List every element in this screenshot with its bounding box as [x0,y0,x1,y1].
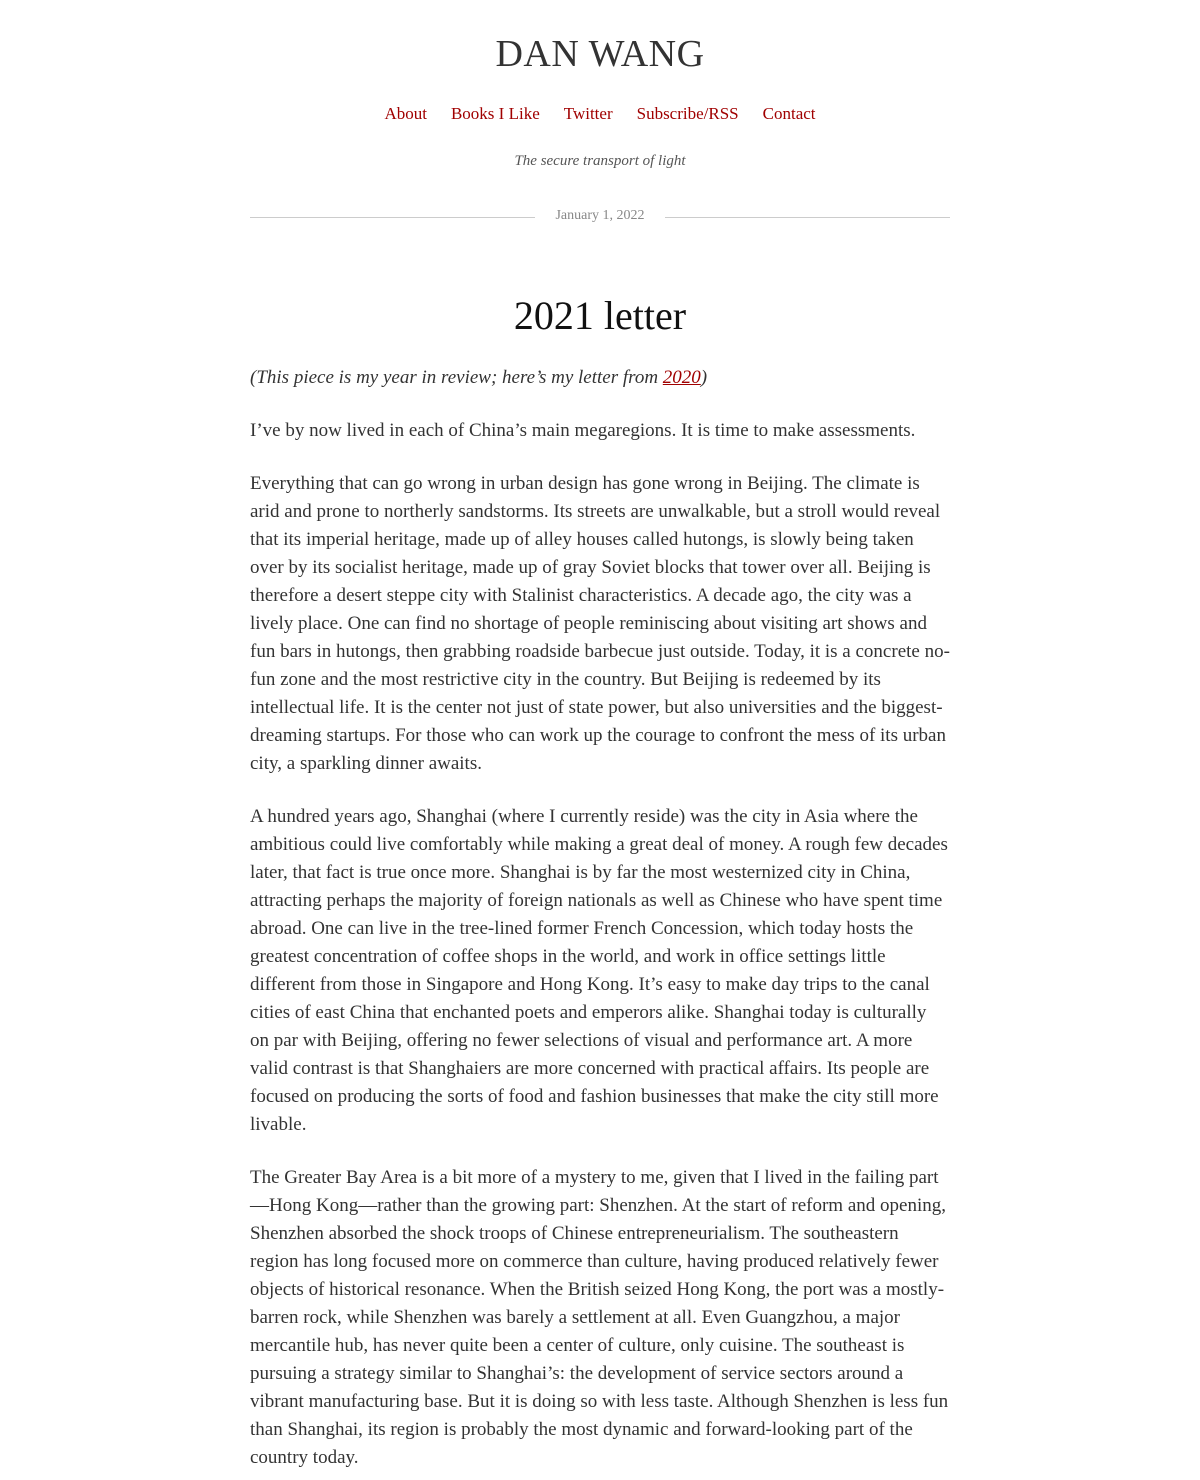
post-title: 2021 letter [513,293,687,338]
date-rule-right [665,217,950,218]
site-tagline: The secure transport of light [514,153,686,169]
nav-twitter[interactable]: Twitter [563,104,613,123]
nav-contact[interactable]: Contact [762,104,816,123]
site-header [250,0,950,170]
post-date-row [250,208,950,224]
letter-2020-link[interactable]: 2020 [662,367,701,388]
paragraph-megaregions: I’ve by now lived in each of China’s main megaregions. It is time to make assessments. [250,420,916,441]
post-date: January 1, 2022 [555,208,645,223]
page [250,0,950,1472]
paragraph-beijing: Everything that can go wrong in urban design has gone wrong in Beijing. The climate is arid and prone to northerly sandstorms. Its streets are unwalkable, but a stroll would reveal that its imperial heritage, made up of alley houses called hutongs, is slowly being taken over by its socialist heritage, made up of gray Soviet blocks that tower over all. Beijing is therefore a desert steppe city with Stalinist characteristics. A decade ago, the city was a lively place. One can find no shortage of people reminiscing about visiting art shows and fun bars in hutongs, then grabbing roadside barbecue just outside. Today, it is a concrete no-fun zone and the most restrictive city in the country. But Beijing is redeemed by its intellectual life. It is the center not just of state power, but also universities and the biggest-dreaming startups. For those who can work up the courage to confront the mess of its urban city, a sparkling dinner awaits. [250,473,950,774]
nav-subscribe-rss[interactable]: Subscribe/RSS [636,104,739,123]
post-content [250,364,950,1472]
main-nav [250,104,950,124]
paragraph-greater-bay-area: The Greater Bay Area is a bit more of a mystery to me, given that I lived in the failing part—Hong Kong—rather than the growing part: Shenzhen. At the start of reform and opening, Shenzhen absorbed the shock troops of Chinese entrepreneurialism. The southeastern region has long focused more on commerce than culture, having produced relatively fewer objects of historical resonance. When the British seized Hong Kong, the port was a mostly-barren rock, while Shenzhen was barely a settlement at all. Even Guangzhou, a major mercantile hub, has never quite been a center of culture, only cuisine. The southeast is pursuing a strategy similar to Shanghai’s: the development of service sectors around a vibrant manufacturing base. But it is doing so with less taste. Although Shenzhen is less fun than Shanghai, its region is probably the most dynamic and forward-looking part of the country today. [250,1167,949,1468]
date-rule-left [250,217,535,218]
intro-text-before: (This piece is my year in review; here’s my letter from [250,367,663,388]
intro-paragraph [250,364,950,392]
intro-text-after: ) [700,367,708,388]
site-title-link[interactable]: DAN WANG [495,33,705,75]
paragraph-shanghai: A hundred years ago, Shanghai (where I currently reside) was the city in Asia where the ambitious could live comfortably while making a great deal of money. A rough few decades later, that fact is true once more. Shanghai is by far the most westernized city in China, attracting perhaps the majority of foreign nationals as well as Chinese who have spent time abroad. One can live in the tree-lined former French Concession, which today hosts the greatest concentration of coffee shops in the world, and work in office settings little different from those in Singapore and Hong Kong. It’s easy to make day trips to the canal cities of east China that enchanted poets and emperors alike. Shanghai today is culturally on par with Beijing, offering no fewer selections of visual and performance art. A more valid contrast is that Shanghaiers are more concerned with practical affairs. Its people are focused on producing the sorts of food and fashion businesses that make the city still more livable. [250,806,948,1135]
nav-about[interactable]: About [384,104,427,123]
nav-books-i-like[interactable]: Books I Like [450,104,540,123]
